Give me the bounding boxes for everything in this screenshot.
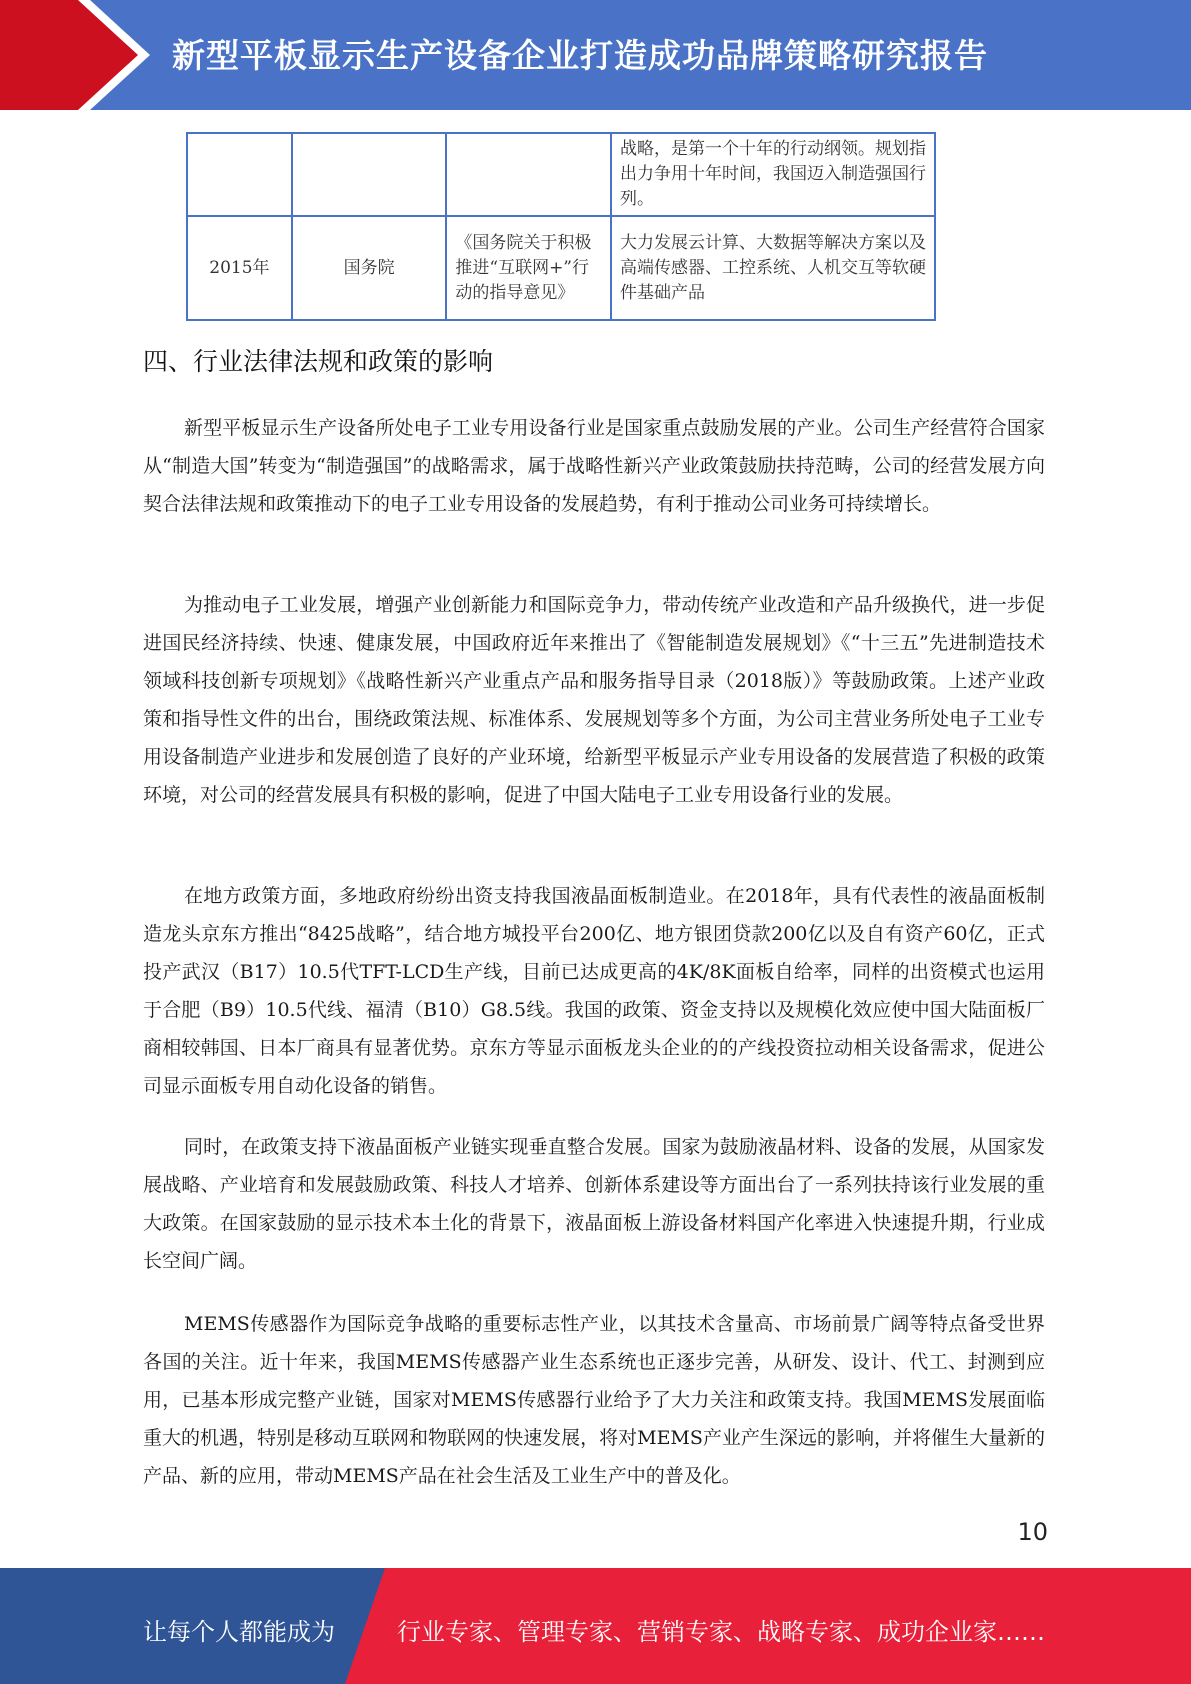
section-heading: 四、行业法律法规和政策的影响 (143, 347, 494, 376)
body-paragraph: 在地方政策方面，多地政府纷纷出资支持我国液晶面板制造业。在2018年，具有代表性的液晶面板制造龙头京东方推出“8425战略”，结合地方城投平台200亿、地方银团贷款200亿以及自有资产60亿，正式投产武汉（B17）10.5代TFT-LCD生产线，目前已达成更高的4K/8K面板自给率，同样的出资模式也运用于合肥（B9）10.5代线、福清（B10）G8.5线。我国的政策、资金支持以及规模化效应使中国大陆面板厂商相较韩国、日本厂商具有显著优势。京东方等显示面板龙头企业的的产线投资拉动相关设备需求，促进公司显示面板专用自动化设备的销售。 (143, 885, 1045, 1097)
footer-slogan-right: 行业专家、管理专家、营销专家、战略专家、成功企业家…… (397, 1618, 1045, 1646)
table-cell-issuer (292, 133, 447, 216)
body-paragraph: 同时，在政策支持下液晶面板产业链实现垂直整合发展。国家为鼓励液晶材料、设备的发展，从国家发展战略、产业培育和发展鼓励政策、科技人才培养、创新体系建设等方面出台了一系列扶持该行业发展的重大政策。在国家鼓励的显示技术本土化的背景下，液晶面板上游设备材料国产化率进入快速提升期，行业成长空间广阔。 (143, 1136, 1045, 1272)
table-cell-document: 《国务院关于积极推进“互联网+”行动的指导意见》 (446, 216, 611, 320)
policy-table (186, 132, 936, 321)
table-cell-year: 2015年 (187, 216, 292, 320)
table-cell-content: 大力发展云计算、大数据等解决方案以及高端传感器、工控系统、人机交互等软硬件基础产品 (611, 216, 935, 320)
table-row (187, 133, 935, 216)
footer-slogan-left: 让每个人都能成为 (143, 1618, 335, 1646)
body-paragraph: 为推动电子工业发展，增强产业创新能力和国际竞争力，带动传统产业改造和产品升级换代，进一步促进国民经济持续、快速、健康发展，中国政府近年来推出了《智能制造发展规划》《“十三五”先进制造技术领域科技创新专项规划》《战略性新兴产业重点产品和服务指导目录（2018版）》等鼓励政策。上述产业政策和指导性文件的出台，围绕政策法规、标准体系、发展规划等多个方面，为公司主营业务所处电子工业专用设备制造产业进步和发展创造了良好的产业环境，给新型平板显示产业专用设备的发展营造了积极的政策环境，对公司的经营发展具有积极的影响，促进了中国大陆电子工业专用设备行业的发展。 (143, 594, 1045, 806)
page-header (0, 0, 1191, 110)
table-row (187, 216, 935, 320)
report-title: 新型平板显示生产设备企业打造成功品牌策略研究报告 (172, 36, 988, 75)
table-cell-issuer: 国务院 (292, 216, 447, 320)
body-paragraph: 新型平板显示生产设备所处电子工业专用设备行业是国家重点鼓励发展的产业。公司生产经营符合国家从“制造大国”转变为“制造强国”的战略需求，属于战略性新兴产业政策鼓励扶持范畴，公司的经营发展方向契合法律法规和政策推动下的电子工业专用设备的发展趋势，有利于推动公司业务可持续增长。 (143, 417, 1045, 515)
body-paragraph: MEMS传感器作为国际竞争战略的重要标志性产业，以其技术含量高、市场前景广阔等特点备受世界各国的关注。近十年来，我国MEMS传感器产业生态系统也正逐步完善，从研发、设计、代工、封测到应用，已基本形成完整产业链，国家对MEMS传感器行业给予了大力关注和政策支持。我国MEMS发展面临重大的机遇，特别是移动互联网和物联网的快速发展，将对MEMS产业产生深远的影响，并将催生大量新的产品、新的应用，带动MEMS产品在社会生活及工业生产中的普及化。 (143, 1313, 1045, 1487)
table-cell-year (187, 133, 292, 216)
table-cell-document (446, 133, 611, 216)
table-cell-content: 战略，是第一个十年的行动纲领。规划指出力争用十年时间，我国迈入制造强国行列。 (611, 133, 935, 216)
page-number: 10 (1017, 1518, 1048, 1546)
